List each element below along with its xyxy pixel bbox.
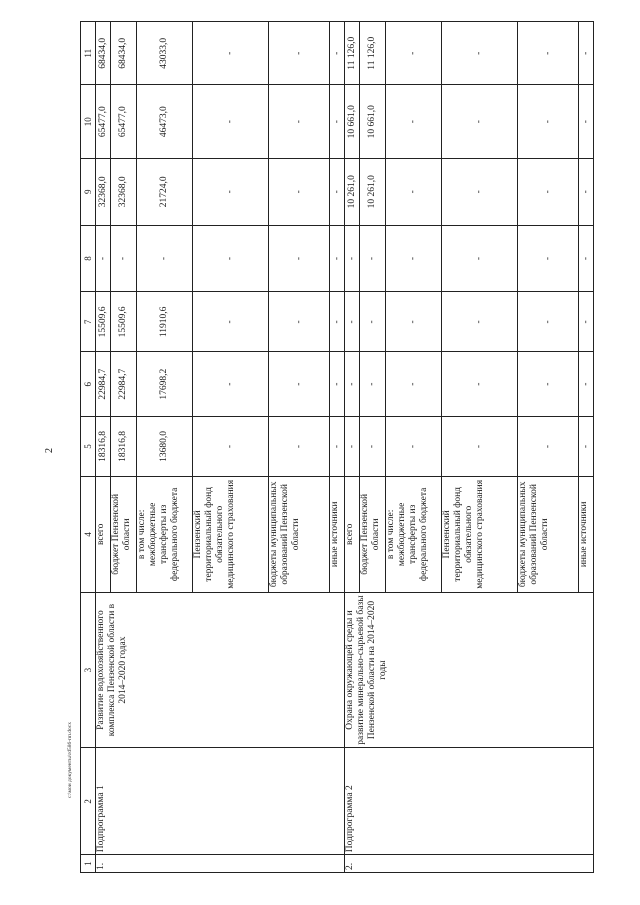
table-row [345,22,360,873]
year-value: 43033,0 [137,22,193,85]
year-value: 13680,0 [137,416,193,476]
year-value: - [386,416,442,476]
year-value: - [579,85,594,158]
year-value: - [111,225,137,292]
year-value: - [137,225,193,292]
year-value: - [518,225,579,292]
year-value: - [442,225,518,292]
year-value: - [345,416,360,476]
column-number: 10 [81,85,96,158]
year-value: - [518,416,579,476]
year-value: - [386,292,442,352]
year-value: - [579,352,594,417]
funding-table [80,21,594,873]
year-value: - [330,292,345,352]
year-value: - [269,352,330,417]
funding-source: бюджеты муниципальных образований Пензенской области [518,477,579,593]
year-value: - [193,416,269,476]
file-path: c:\мои документы\rd586-пп.docx [67,722,73,798]
year-value: 22984,7 [111,352,137,417]
year-value: - [442,416,518,476]
year-value: - [579,22,594,85]
year-value: - [193,225,269,292]
year-value: - [193,158,269,225]
subprogram-name: Подпрограмма 1 [96,748,345,855]
funding-source: в том числе: межбюджетные трансферты из федерального бюджета [386,477,442,593]
column-number: 6 [81,352,96,417]
year-value: - [579,292,594,352]
year-value: - [193,292,269,352]
year-value: - [518,292,579,352]
subprogram-name: Подпрограмма 2 [345,748,594,855]
year-value: - [518,85,579,158]
year-value: - [269,85,330,158]
year-value: - [518,22,579,85]
year-value: - [579,158,594,225]
year-value: - [360,352,386,417]
year-value: - [330,352,345,417]
year-value: 46473,0 [137,85,193,158]
rotated-page [80,21,595,873]
year-value: 11910,6 [137,292,193,352]
year-value: 65477,0 [111,85,137,158]
year-value: 21724,0 [137,158,193,225]
year-value: 10 661,0 [360,85,386,158]
column-number: 9 [81,158,96,225]
year-value: - [193,22,269,85]
year-value: - [442,352,518,417]
table-row [96,22,111,873]
subprogram-title: Охрана окружающей среды и развитие минерально-сырьевой базы Пензенской области на 2014–2020 годы [345,592,594,748]
year-value: - [579,416,594,476]
year-value: - [96,225,111,292]
year-value: 10 261,0 [345,158,360,225]
column-number: 2 [81,748,96,855]
year-value: - [193,352,269,417]
year-value: - [345,225,360,292]
year-value: - [386,352,442,417]
year-value: - [330,22,345,85]
year-value: - [442,292,518,352]
year-value: 18316,8 [96,416,111,476]
year-value: - [345,352,360,417]
row-number: 2. [345,855,594,873]
year-value: 65477,0 [96,85,111,158]
year-value: 32368,0 [111,158,137,225]
funding-source: бюджет Пензенской области [360,477,386,593]
year-value: - [330,416,345,476]
year-value: - [579,225,594,292]
year-value: 15509,6 [111,292,137,352]
year-value: - [386,158,442,225]
column-number: 7 [81,292,96,352]
year-value: 22984,7 [96,352,111,417]
year-value: 15509,6 [96,292,111,352]
year-value: - [193,85,269,158]
page-number: 2 [44,448,55,453]
year-value: - [330,225,345,292]
year-value: 11 126,0 [345,22,360,85]
year-value: - [269,22,330,85]
column-number: 5 [81,416,96,476]
year-value: 68434,0 [96,22,111,85]
year-value: - [386,85,442,158]
funding-source: в том числе: межбюджетные трансферты из федерального бюджета [137,477,193,593]
year-value: - [386,22,442,85]
year-value: - [360,416,386,476]
year-value: 18316,8 [111,416,137,476]
year-value: 11 126,0 [360,22,386,85]
year-value: - [360,225,386,292]
year-value: - [269,292,330,352]
funding-source: всего [345,477,360,593]
funding-source: Пензенский территориальный фонд обязательного медицинского страхования [442,477,518,593]
year-value: - [345,292,360,352]
funding-source: иные источники [579,477,594,593]
year-value: 10 261,0 [360,158,386,225]
column-number: 3 [81,592,96,748]
subprogram-title: Развитие водохозяйственного комплекса Пензенской области в 2014–2020 годах [96,592,345,748]
year-value: - [330,158,345,225]
column-number: 4 [81,477,96,593]
year-value: 10 661,0 [345,85,360,158]
funding-source: иные источники [330,477,345,593]
year-value: - [269,225,330,292]
column-number: 8 [81,225,96,292]
year-value: 32368,0 [96,158,111,225]
year-value: - [269,158,330,225]
funding-source: Пензенский территориальный фонд обязательного медицинского страхования [193,477,269,593]
column-number: 1 [81,855,96,873]
column-number-row [81,22,96,873]
year-value: - [442,85,518,158]
year-value: - [330,85,345,158]
funding-source: бюджет Пензенской области [111,477,137,593]
funding-source: всего [96,477,111,593]
year-value: - [518,352,579,417]
year-value: 68434,0 [111,22,137,85]
year-value: - [360,292,386,352]
funding-source: бюджеты муниципальных образований Пензенской области [269,477,330,593]
year-value: - [442,22,518,85]
row-number: 1. [96,855,345,873]
year-value: - [442,158,518,225]
year-value: - [386,225,442,292]
year-value: - [269,416,330,476]
column-number: 11 [81,22,96,85]
year-value: 17698,2 [137,352,193,417]
year-value: - [518,158,579,225]
